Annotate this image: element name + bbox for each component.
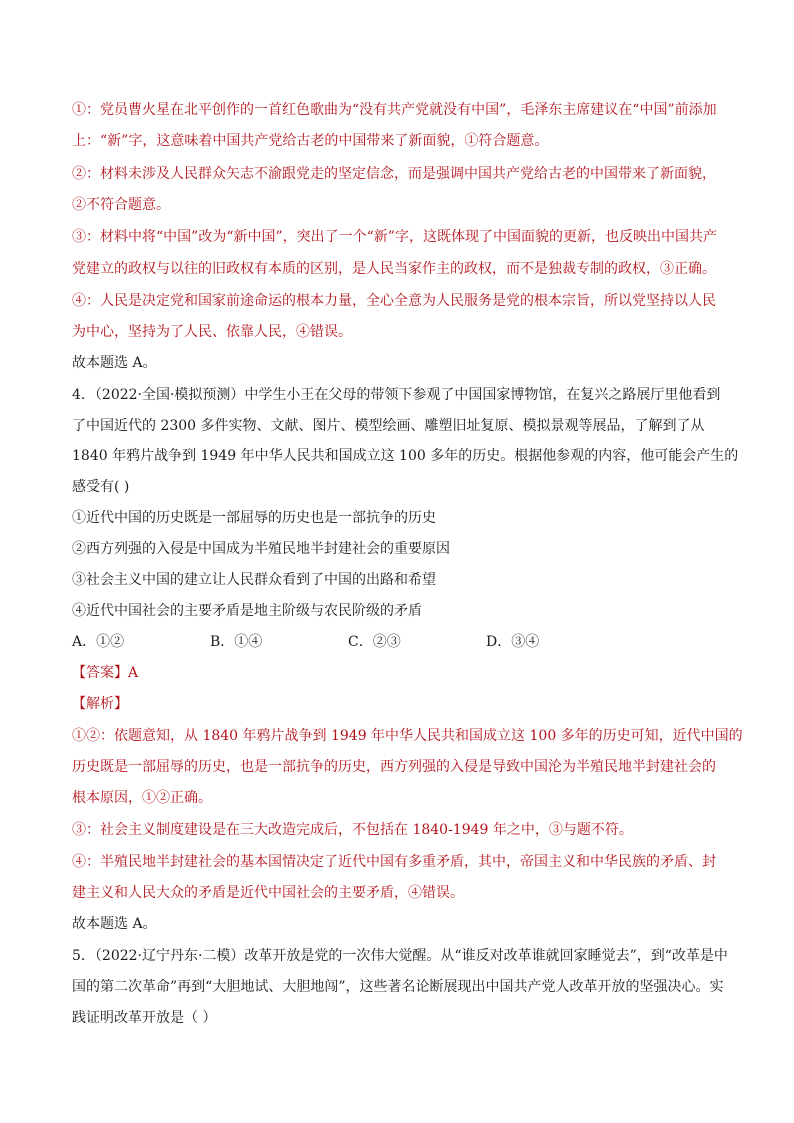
analysis-3-line-1: ③：材料中将“中国”改为“新中国”，突出了一个“新”字，这既体现了中国面貌的更新，也反映出中国共产 (72, 229, 717, 245)
question-4-line-3: 1840 年鸦片战争到 1949 年中华人民共和国成立这 100 多年的历史。根据他参观的内容，他可能会产生的 (72, 448, 739, 464)
q4-analysis-3-line-2: 建主义和人民大众的矛盾是近代中国社会的主要矛盾，④错误。 (72, 885, 464, 901)
question-4-line-1: 4．（2022·全国·模拟预测）中学生小王在父母的带领下参观了中国国家博物馆，在复兴之路展厅里他看到 (72, 387, 721, 403)
question-4-line-4: 感受有( ) (72, 479, 130, 495)
option-d: D．③④ (486, 634, 540, 650)
statement-3: ③社会主义中国的建立让人民群众看到了中国的出路和希望 (72, 572, 436, 588)
statement-1: ①近代中国的历史既是一部屈辱的历史也是一部抗争的历史 (72, 510, 436, 526)
analysis-1-line-1: ①：党员曹火星在北平创作的一首红色歌曲为“没有共产党就没有中国”，毛泽东主席建议在“中国”前添加 (72, 102, 717, 118)
option-c: C．②③ (348, 634, 401, 650)
question-5-line-2: 国的第二次革命”再到“大胆地试、大胆地闯”，这些著名论断展现出中国共产党人改革开放的坚强决心。实 (72, 979, 724, 995)
conclusion-1: 故本题选 A。 (72, 355, 157, 371)
analysis-2-line-1: ②：材料未涉及人民群众矢志不渝跟党走的坚定信念，而是强调中国共产党给古老的中国带来了新面貌， (72, 166, 716, 182)
analysis-2-line-2: ②不符合题意。 (72, 197, 170, 213)
conclusion-2: 故本题选 A。 (72, 916, 157, 932)
q4-analysis-1-line-1: ①②：依题意知，从 1840 年鸦片战争到 1949 年中华人民共和国成立这 100 多年的历史可知，近代中国的 (72, 728, 743, 744)
analysis-1-line-2: 上：“新”字，这意味着中国共产党给古老的中国带来了新面貌，①符合题意。 (72, 133, 549, 149)
statement-2: ②西方列强的入侵是中国成为半殖民地半封建社会的重要原因 (72, 541, 450, 557)
question-4-line-2: 了中国近代的 2300 多件实物、文献、图片、模型绘画、雕塑旧址复原、模拟景观等展品，了解到了从 (72, 418, 705, 434)
answer-label: 【答案】A (72, 665, 139, 681)
analysis-4-line-2: 为中心，坚持为了人民、依靠人民，④错误。 (72, 324, 352, 340)
q4-analysis-1-line-2: 历史既是一部屈辱的历史，也是一部抗争的历史，西方列强的入侵是导致中国沦为半殖民地半封建社会的 (72, 759, 716, 775)
analysis-3-line-2: 党建立的政权与以往的旧政权有本质的区别，是人民当家作主的政权，而不是独裁专制的政权，③正确。 (72, 261, 716, 277)
q4-analysis-3-line-1: ④：半殖民地半封建社会的基本国情决定了近代中国有多重矛盾，其中，帝国主义和中华民族的矛盾、封 (72, 854, 716, 870)
option-b: B．①④ (210, 634, 263, 650)
analysis-4-line-1: ④：人民是决定党和国家前途命运的根本力量，全心全意为人民服务是党的根本宗旨，所以党坚持以人民 (72, 293, 716, 309)
option-a: A．①② (72, 634, 125, 650)
question-5-line-3: 践证明改革开放是（ ） (72, 1010, 217, 1026)
q4-analysis-2: ③：社会主义制度建设是在三大改造完成后，不包括在 1840-1949 年之中，③与题不符。 (72, 822, 633, 838)
analysis-label: 【解析】 (72, 696, 128, 712)
statement-4: ④近代中国社会的主要矛盾是地主阶级与农民阶级的矛盾 (72, 603, 422, 619)
question-5-line-1: 5．（2022·辽宁丹东·二模）改革开放是党的一次伟大觉醒。从“谁反对改革谁就回家睡觉去”，到“改革是中 (72, 948, 728, 964)
q4-analysis-1-line-3: 根本原因，①②正确。 (72, 790, 212, 806)
